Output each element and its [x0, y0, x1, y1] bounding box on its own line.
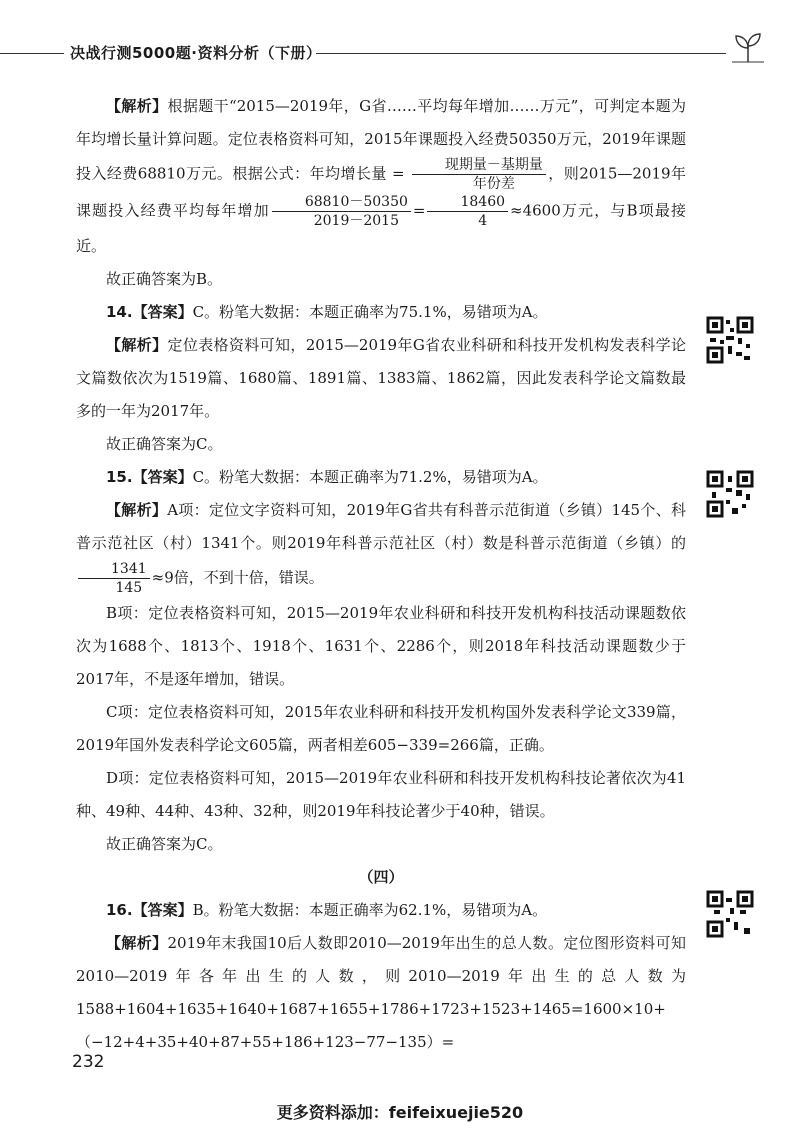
qr-code-icon[interactable]	[706, 470, 754, 518]
text: C。粉笔大数据：本题正确率为71.2%，易错项为A。	[192, 468, 548, 486]
conclusion-15: 故正确答案为C。	[106, 835, 223, 853]
explanation-16	[76, 927, 686, 1059]
explanation-tag: 【解析】	[106, 934, 168, 952]
header-rule-right	[316, 53, 726, 54]
text: ≈4600万元，与B项最接近。	[76, 201, 686, 255]
section-heading: （四）	[358, 868, 404, 886]
text: 根据题干“2015—2019年，G省……平均每年增加……万元”，可判定本题为年均增长量计算问题。定位表格资料可知，2015年课题投入经费50350万元，2019年课题投入经费68810万元。根据公式：年均增长量 =	[76, 97, 686, 183]
text: ≈9倍，不到十倍，错误。	[151, 568, 324, 587]
answer-16	[76, 894, 686, 927]
header-rule-left	[0, 53, 64, 54]
fraction-numerator: 18460	[427, 193, 508, 212]
answer-14	[76, 296, 686, 329]
conclusion-13: 故正确答案为B。	[106, 270, 223, 288]
fraction-denominator: 2019－2015	[313, 213, 399, 229]
fraction-denominator: 年份差	[472, 176, 515, 192]
explanation-tag: 【解析】	[106, 336, 168, 354]
option-b: B项：定位表格资料可知，2015—2019年农业科研和科技开发机构科技活动课题数依次为1688个、1813个、1918个、1631个、2286个，则2018年科技活动课题数少于2017年，不是逐年增加，错误。	[76, 604, 686, 688]
answer-tag: 16.【答案】	[106, 901, 193, 919]
calc-fraction	[272, 193, 411, 230]
formula-fraction	[412, 156, 546, 193]
text: B。粉笔大数据：本题正确率为62.1%，易错项为A。	[192, 901, 548, 919]
text: 定位表格资料可知，2015—2019年G省农业科研和科技开发机构发表科学论文篇数依次为1519篇、1680篇、1891篇、1383篇、1862篇，因此发表科学论文篇数最多的一年为2017年。	[76, 336, 686, 420]
text: A项：定位文字资料可知，2019年G省共有科普示范街道（乡镇）145个、科普示范社区（村）1341个。则2019年科普示范社区（村）数是科普示范街道（乡镇）的	[76, 501, 686, 552]
sprout-icon	[728, 32, 768, 64]
text: ，则2015—2019年课题投入经费平均每年增加	[76, 164, 686, 220]
text: C。粉笔大数据：本题正确率为75.1%，易错项为A。	[192, 303, 548, 321]
fraction-denominator: 4	[478, 213, 488, 229]
explanation-tag: 【解析】	[106, 501, 168, 519]
explanation-tag: 【解析】	[106, 97, 168, 115]
header-title: 决战行测5000题·资料分析（下册）	[70, 44, 322, 62]
answer-15	[76, 461, 686, 494]
ratio-fraction	[78, 560, 150, 597]
explanation-14	[76, 329, 686, 428]
qr-code-icon[interactable]	[706, 890, 754, 938]
fraction-denominator: 145	[115, 580, 143, 596]
text: 2019年末我国10后人数即2010—2019年出生的总人数。定位图形资料可知2010—2019年各年出生的人数，则2010—2019年出生的总人数为1588+1604+1635+1640+1687+1655+1786+1723+1523+1465=1600×10+（−12+4+35+40+87+55+186+123−77−135）=	[76, 934, 686, 1051]
fraction-numerator: 1341	[78, 560, 150, 579]
explanation-13	[76, 90, 686, 263]
explanation-15	[76, 494, 686, 597]
footer-note: 更多资料添加：feifeixuejie520	[276, 1103, 524, 1122]
running-header	[0, 40, 800, 68]
answer-tag: 14.【答案】	[106, 303, 193, 321]
answer-tag: 15.【答案】	[106, 468, 193, 486]
calc-fraction-2	[427, 193, 508, 230]
fraction-numerator: 68810－50350	[272, 193, 411, 212]
text: =	[412, 201, 426, 220]
option-d: D项：定位表格资料可知，2015—2019年农业科研和科技开发机构科技论著依次为41种、49种、44种、43种、32种，则2019年科技论著少于40种，错误。	[76, 769, 686, 820]
qr-code-icon[interactable]	[706, 316, 754, 364]
conclusion-14: 故正确答案为C。	[106, 435, 223, 453]
page-body	[76, 90, 686, 1059]
option-c: C项：定位表格资料可知，2015年农业科研和科技开发机构国外发表科学论文339篇，2019年国外发表科学论文605篇，两者相差605−339=266篇，正确。	[76, 703, 686, 754]
fraction-numerator: 现期量－基期量	[412, 156, 546, 175]
page-number: 232	[72, 1052, 105, 1072]
